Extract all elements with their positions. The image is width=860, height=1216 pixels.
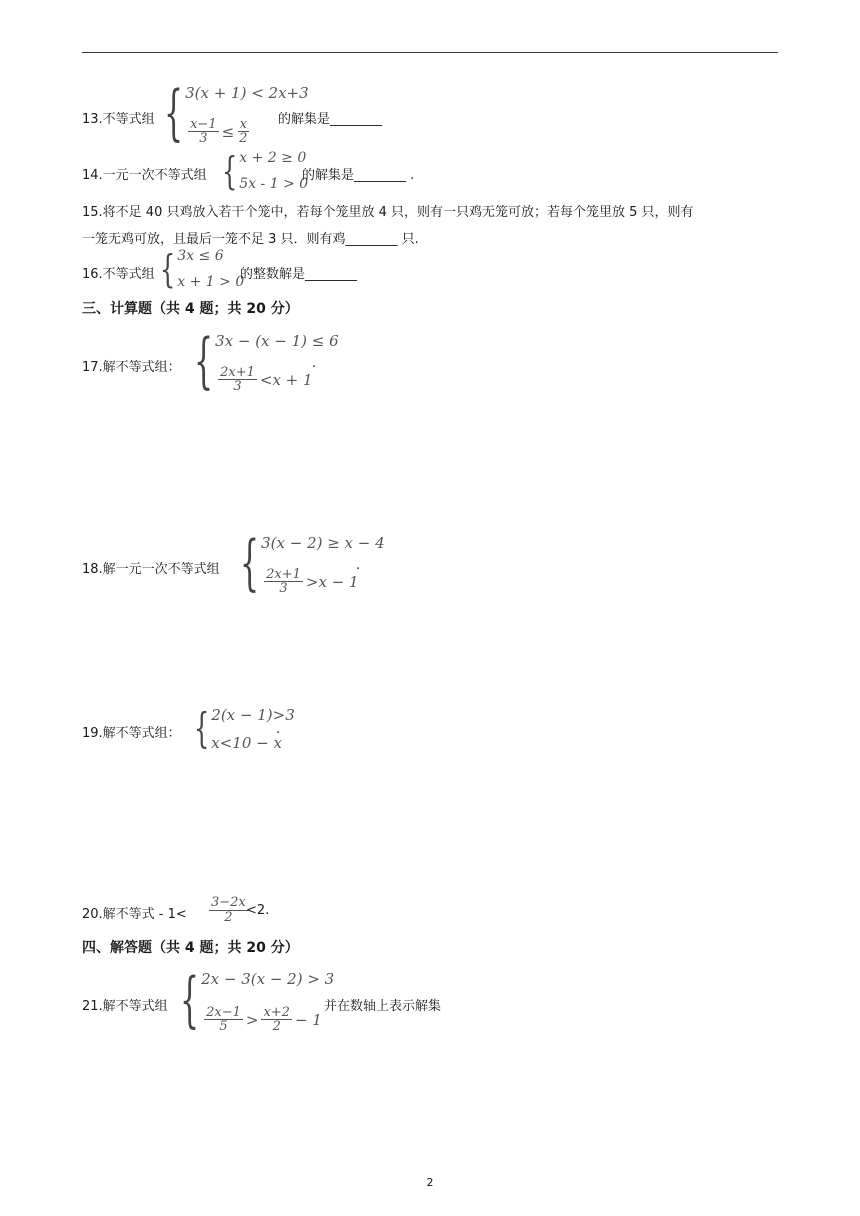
question-18-label: 18.解一元一次不等式组 (82, 562, 220, 577)
question-18-row2: $\frac{2x+1}{3}$ >x − 1 (266, 566, 359, 597)
question-17-suffix: . (312, 356, 317, 371)
question-21-row1: 2x − 3(x − 2) > 3 (201, 970, 335, 988)
question-14-row1: x + 2 ≥ 0 (239, 150, 307, 166)
left-brace-icon: { (160, 246, 176, 292)
question-19-suffix: . (276, 722, 281, 737)
question-20-label: 20.解不等式 - 1< (82, 907, 187, 922)
question-13-row2: $\frac{x-1}{3}$ ≤ $\frac{x}{2}$ (190, 116, 248, 147)
question-18-suffix: . (356, 558, 361, 573)
question-17-label: 17.解不等式组： (82, 360, 181, 375)
question-21-suffix: 并在数轴上表示解集 (324, 999, 442, 1014)
section-heading-answer: 四、解答题（共 4 题；共 20 分） (82, 940, 299, 956)
question-16-suffix: 的整数解是________ (240, 267, 358, 282)
left-brace-icon: { (194, 327, 214, 397)
question-15-line1: 15.将不足 40 只鸡放入若干个笼中，若每个笼里放 4 只，则有一只鸡无笼可放；若每个笼里放 5 只，则有 (82, 205, 694, 220)
header-rule (82, 52, 778, 53)
question-20-suffix: <2. (246, 903, 270, 918)
left-brace-icon: { (164, 79, 184, 149)
section-heading-calc: 三、计算题（共 4 题；共 20 分） (82, 301, 299, 317)
question-19-row2: x<10 − x (211, 734, 282, 752)
question-19-row1: 2(x − 1)>3 (211, 706, 295, 724)
page-number: 2 (426, 1176, 434, 1189)
question-16-system (160, 248, 244, 290)
left-brace-icon: { (222, 148, 238, 194)
question-17-row2: $\frac{2x+1}{3}$ <x + 1 (220, 364, 313, 395)
question-21-system (180, 966, 335, 1036)
question-15-line2: 一笼无鸡可放，且最后一笼不足 3 只．则有鸡________ 只. (82, 232, 419, 247)
left-brace-icon: { (180, 966, 200, 1036)
question-14-system (222, 150, 308, 192)
question-21-label: 21.解不等式组 (82, 999, 168, 1014)
question-13-row1: 3(x + 1) < 2x+3 (185, 84, 309, 102)
question-19-label: 19.解不等式组： (82, 726, 181, 741)
left-brace-icon: { (240, 529, 260, 599)
question-16-row2: x + 1 > 0 (177, 274, 245, 290)
question-21-row2: $\frac{2x-1}{5}$ > $\frac{x+2}{2}$ − 1 (206, 1004, 322, 1035)
left-brace-icon: { (194, 705, 210, 753)
question-18-system (240, 529, 385, 599)
question-16-label: 16.不等式组 (82, 267, 155, 282)
question-16-row1: 3x ≤ 6 (177, 248, 224, 264)
question-14-label: 14.一元一次不等式组 (82, 168, 207, 183)
question-13-label: 13.不等式组 (82, 112, 155, 127)
question-14-suffix: 的解集是________ . (302, 168, 415, 183)
question-20-fraction: $\frac{3-2x}{2}$ (211, 894, 246, 925)
question-14-row2: 5x - 1 > 0 (239, 176, 309, 192)
question-17-row1: 3x − (x − 1) ≤ 6 (215, 332, 339, 350)
question-18-row1: 3(x − 2) ≥ x − 4 (261, 534, 385, 552)
question-13-suffix: 的解集是________ (278, 112, 383, 127)
question-17-system (194, 327, 339, 397)
